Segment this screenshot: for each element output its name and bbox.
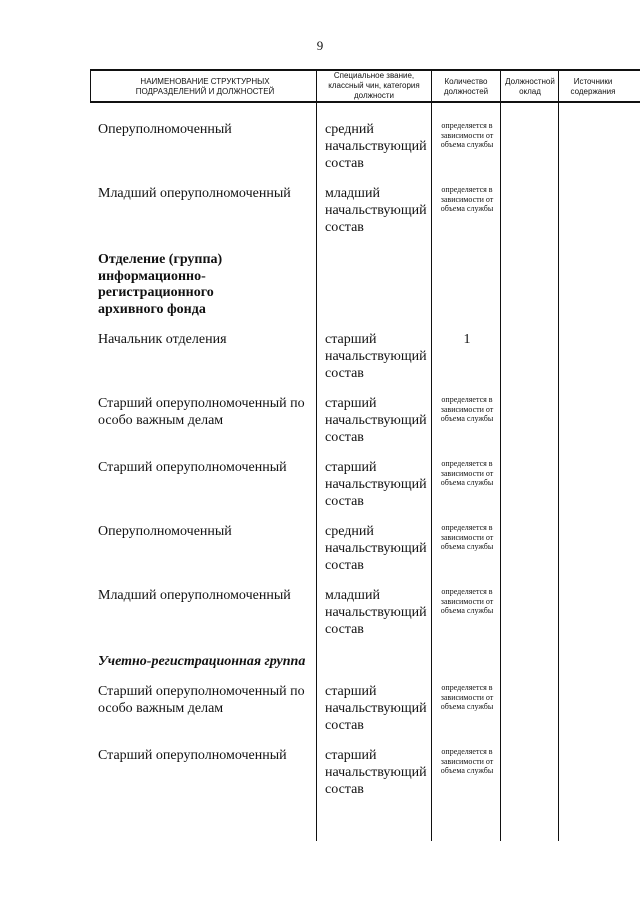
header-rank: Специальное звание, классный чин, категория должности — [328, 71, 420, 100]
header-salary: Должностной оклад — [505, 77, 555, 96]
section-title: Отделение (группа) информационно-регистрационного архивного фонда — [98, 252, 223, 317]
rank-category: младший начальствующий состав — [325, 186, 427, 235]
position-count: определяется в зависимости от объема службы — [440, 121, 494, 149]
column-divider — [316, 69, 317, 841]
column-divider — [558, 69, 559, 841]
position-count: определяется в зависимости от объема службы — [440, 185, 494, 213]
column-divider — [500, 69, 501, 841]
header-structural-units: НАИМЕНОВАНИЕ СТРУКТУРНЫХ ПОДРАЗДЕЛЕНИЙ И ДОЛЖНОСТЕЙ — [135, 77, 275, 96]
column-divider — [90, 69, 91, 103]
position-name: Младший оперуполномоченный — [98, 588, 291, 603]
position-name: Старший оперуполномоченный — [98, 748, 287, 763]
page-number: 9 — [316, 38, 324, 53]
position-count: определяется в зависимости от объема службы — [440, 395, 494, 423]
rank-category: средний начальствующий состав — [325, 122, 427, 171]
rank-category: старший начальствующий состав — [325, 396, 427, 445]
position-name: Младший оперуполномоченный — [98, 186, 291, 201]
position-name: Старший оперуполномоченный по особо важным делам — [98, 396, 305, 428]
rank-category: старший начальствующий состав — [325, 748, 427, 797]
rank-category: старший начальствующий состав — [325, 460, 427, 509]
rank-category: старший начальствующий состав — [325, 332, 427, 381]
column-divider — [431, 69, 432, 841]
position-count: определяется в зависимости от объема службы — [440, 747, 494, 775]
position-name: Оперуполномоченный — [98, 122, 232, 137]
rank-category: средний начальствующий состав — [325, 524, 427, 573]
position-count: определяется в зависимости от объема службы — [440, 683, 494, 711]
position-count: определяется в зависимости от объема службы — [440, 459, 494, 487]
group-title: Учетно-регистрационная группа — [98, 654, 306, 669]
header-count: Количество должностей — [443, 77, 489, 96]
rank-category: младший начальствующий состав — [325, 588, 427, 637]
position-name: Старший оперуполномоченный — [98, 460, 287, 475]
header-source: Источники содержания — [570, 77, 616, 96]
position-count: 1 — [463, 332, 471, 347]
position-name: Оперуполномоченный — [98, 524, 232, 539]
position-name: Начальник отделения — [98, 332, 227, 347]
position-count: определяется в зависимости от объема службы — [440, 523, 494, 551]
rank-category: старший начальствующий состав — [325, 684, 427, 733]
position-name: Старший оперуполномоченный по особо важным делам — [98, 684, 305, 716]
position-count: определяется в зависимости от объема службы — [440, 587, 494, 615]
